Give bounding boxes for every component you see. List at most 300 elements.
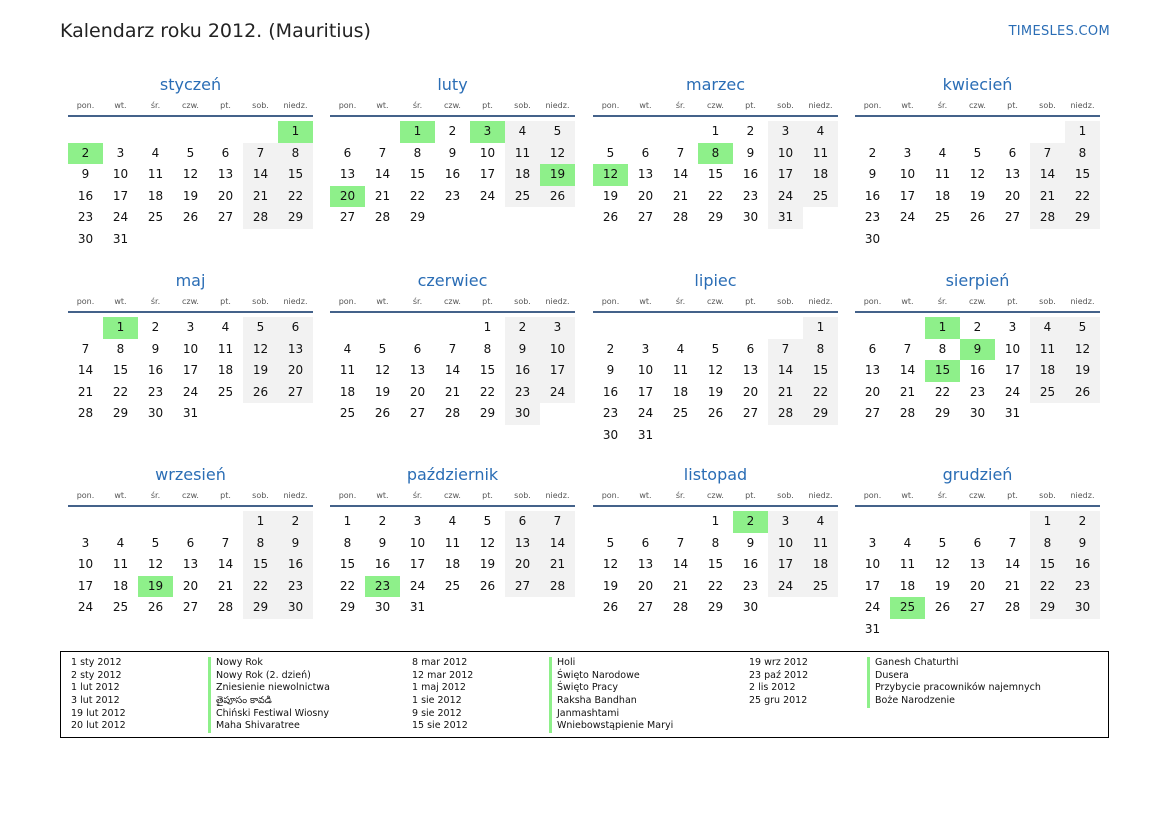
day-cell[interactable]: 14 [374,167,391,181]
day-cell[interactable]: 15 [803,360,838,382]
day-cell[interactable]: 25 [934,210,951,224]
day-cell[interactable]: 22 [934,384,951,399]
day-cell[interactable]: 14 [1030,164,1065,186]
day-cell[interactable]: 13 [182,557,199,571]
day-cell[interactable]: 10 [112,167,129,181]
day-cell[interactable]: 12 [540,143,575,165]
day-cell[interactable]: 14 [243,164,278,186]
day-cell[interactable]: 9 [378,535,387,550]
day-cell[interactable]: 31 [637,427,654,442]
day-cell[interactable]: 30 [864,231,881,246]
day-cell[interactable]: 1 [278,121,313,143]
day-cell[interactable]: 7 [1030,143,1065,165]
day-cell[interactable]: 3 [1008,320,1017,334]
day-cell[interactable]: 23 [505,382,540,404]
day-cell[interactable]: 15 [925,360,960,382]
day-cell[interactable]: 27 [217,210,234,224]
day-cell[interactable]: 25 [505,186,540,208]
day-cell[interactable]: 18 [803,554,838,576]
day-cell[interactable]: 31 [1004,406,1021,420]
day-cell[interactable]: 12 [934,557,951,571]
day-cell[interactable]: 27 [637,210,654,224]
day-cell[interactable]: 4 [938,145,947,160]
day-cell[interactable]: 31 [864,621,881,636]
day-cell[interactable]: 11 [444,535,461,550]
day-cell[interactable]: 6 [641,145,650,160]
day-cell[interactable]: 17 [1004,363,1021,377]
day-cell[interactable]: 10 [77,557,94,571]
day-cell[interactable]: 21 [243,186,278,208]
day-cell[interactable]: 24 [540,382,575,404]
day-cell[interactable]: 16 [742,557,759,571]
day-cell[interactable]: 4 [505,121,540,143]
day-cell[interactable]: 20 [637,188,654,203]
day-cell[interactable]: 5 [711,341,720,356]
day-cell[interactable]: 19 [707,384,724,399]
day-cell[interactable]: 7 [768,339,803,361]
day-cell[interactable]: 18 [803,164,838,186]
day-cell[interactable]: 23 [444,188,461,203]
day-cell[interactable]: 12 [602,557,619,571]
day-cell[interactable]: 14 [444,363,461,377]
day-cell[interactable]: 10 [479,145,496,160]
day-cell[interactable]: 2 [973,320,982,334]
day-cell[interactable]: 25 [803,186,838,208]
day-cell[interactable]: 3 [868,535,877,550]
day-cell[interactable]: 2 [378,514,387,528]
day-cell[interactable]: 28 [1030,207,1065,229]
day-cell[interactable]: 7 [243,143,278,165]
day-cell[interactable]: 26 [969,210,986,224]
day-cell[interactable]: 4 [343,341,352,356]
day-cell[interactable]: 16 [374,557,391,571]
day-cell[interactable]: 30 [1065,597,1100,619]
day-cell[interactable]: 25 [339,406,356,420]
day-cell[interactable]: 12 [1065,339,1100,361]
day-cell[interactable]: 5 [540,121,575,143]
day-cell[interactable]: 3 [540,317,575,339]
day-cell[interactable]: 8 [343,535,352,550]
day-cell[interactable]: 13 [339,167,356,181]
day-cell[interactable]: 22 [1065,186,1100,208]
day-cell[interactable]: 10 [864,557,881,571]
day-cell[interactable]: 22 [112,384,129,399]
day-cell[interactable]: 29 [803,403,838,425]
day-cell[interactable]: 9 [81,167,90,181]
day-cell[interactable]: 23 [147,384,164,399]
day-cell[interactable]: 19 [969,188,986,203]
day-cell[interactable]: 13 [969,557,986,571]
day-cell[interactable]: 19 [479,557,496,571]
day-cell[interactable]: 20 [217,188,234,203]
day-cell[interactable]: 28 [1004,600,1021,614]
day-cell[interactable]: 28 [672,210,689,224]
day-cell[interactable]: 15 [707,167,724,181]
day-cell[interactable]: 18 [672,384,689,399]
day-cell[interactable]: 25 [217,384,234,399]
day-cell[interactable]: 7 [81,341,90,356]
day-cell[interactable]: 10 [899,167,916,181]
day-cell[interactable]: 13 [637,167,654,181]
day-cell[interactable]: 3 [81,535,90,550]
day-cell[interactable]: 8 [278,143,313,165]
day-cell[interactable]: 3 [116,145,125,160]
day-cell[interactable]: 5 [243,317,278,339]
day-cell[interactable]: 8 [1030,533,1065,555]
day-cell[interactable]: 2 [151,320,160,334]
day-cell[interactable]: 18 [899,578,916,593]
day-cell[interactable]: 11 [803,533,838,555]
day-cell[interactable]: 12 [593,164,628,186]
day-cell[interactable]: 15 [1030,554,1065,576]
day-cell[interactable]: 23 [77,210,94,224]
day-cell[interactable]: 21 [899,384,916,399]
day-cell[interactable]: 27 [637,600,654,614]
day-cell[interactable]: 6 [278,317,313,339]
day-cell[interactable]: 9 [1065,533,1100,555]
day-cell[interactable]: 6 [186,535,195,550]
day-cell[interactable]: 13 [217,167,234,181]
day-cell[interactable]: 24 [768,186,803,208]
day-cell[interactable]: 26 [147,600,164,614]
day-cell[interactable]: 27 [742,406,759,420]
day-cell[interactable]: 5 [151,535,160,550]
day-cell[interactable]: 6 [1008,145,1017,160]
day-cell[interactable]: 3 [768,121,803,143]
day-cell[interactable]: 11 [147,167,164,181]
day-cell[interactable]: 13 [742,363,759,377]
day-cell[interactable]: 11 [1030,339,1065,361]
day-cell[interactable]: 19 [374,384,391,399]
day-cell[interactable]: 18 [934,188,951,203]
day-cell[interactable]: 3 [413,514,422,528]
day-cell[interactable]: 9 [606,363,615,377]
day-cell[interactable]: 5 [1065,317,1100,339]
day-cell[interactable]: 11 [112,557,129,571]
day-cell[interactable]: 9 [505,339,540,361]
day-cell[interactable]: 30 [374,600,391,614]
day-cell[interactable]: 16 [602,384,619,399]
day-cell[interactable]: 10 [540,339,575,361]
day-cell[interactable]: 15 [409,167,426,181]
day-cell[interactable]: 23 [1065,576,1100,598]
day-cell[interactable]: 13 [1004,167,1021,181]
day-cell[interactable]: 9 [278,533,313,555]
day-cell[interactable]: 30 [505,403,540,425]
day-cell[interactable]: 24 [182,384,199,399]
day-cell[interactable]: 25 [803,576,838,598]
day-cell[interactable]: 25 [444,578,461,593]
day-cell[interactable]: 9 [746,535,755,550]
day-cell[interactable]: 29 [934,406,951,420]
day-cell[interactable]: 4 [221,320,230,334]
day-cell[interactable]: 16 [1065,554,1100,576]
day-cell[interactable]: 10 [768,533,803,555]
day-cell[interactable]: 7 [448,341,457,356]
day-cell[interactable]: 16 [278,554,313,576]
day-cell[interactable]: 27 [969,600,986,614]
day-cell[interactable]: 13 [864,363,881,377]
day-cell[interactable]: 7 [221,535,230,550]
day-cell[interactable]: 26 [540,186,575,208]
day-cell[interactable]: 17 [540,360,575,382]
day-cell[interactable]: 29 [707,210,724,224]
day-cell[interactable]: 6 [505,511,540,533]
day-cell[interactable]: 28 [899,406,916,420]
day-cell[interactable]: 21 [672,578,689,593]
day-cell[interactable]: 22 [707,188,724,203]
day-cell[interactable]: 5 [606,535,615,550]
day-cell[interactable]: 7 [676,145,685,160]
day-cell[interactable]: 20 [864,384,881,399]
day-cell[interactable]: 3 [768,511,803,533]
day-cell[interactable]: 4 [803,121,838,143]
day-cell[interactable]: 8 [116,341,125,356]
day-cell[interactable]: 21 [374,188,391,203]
day-cell[interactable]: 24 [768,576,803,598]
day-cell[interactable]: 2 [746,124,755,138]
day-cell[interactable]: 13 [637,557,654,571]
day-cell[interactable]: 6 [413,341,422,356]
day-cell[interactable]: 7 [676,535,685,550]
day-cell[interactable]: 27 [1004,210,1021,224]
day-cell[interactable]: 22 [243,576,278,598]
day-cell[interactable]: 12 [969,167,986,181]
day-cell[interactable]: 16 [742,167,759,181]
day-cell[interactable]: 1 [711,124,720,138]
day-cell[interactable]: 11 [672,363,689,377]
day-cell[interactable]: 14 [672,557,689,571]
day-cell[interactable]: 8 [803,339,838,361]
day-cell[interactable]: 26 [182,210,199,224]
day-cell[interactable]: 9 [448,145,457,160]
day-cell[interactable]: 5 [938,535,947,550]
day-cell[interactable]: 7 [540,511,575,533]
day-cell[interactable]: 14 [540,533,575,555]
day-cell[interactable]: 20 [278,360,313,382]
day-cell[interactable]: 7 [1008,535,1017,550]
day-cell[interactable]: 26 [934,600,951,614]
day-cell[interactable]: 22 [409,188,426,203]
day-cell[interactable]: 29 [278,207,313,229]
day-cell[interactable]: 23 [742,578,759,593]
day-cell[interactable]: 17 [77,578,94,593]
day-cell[interactable]: 6 [641,535,650,550]
day-cell[interactable]: 4 [151,145,160,160]
day-cell[interactable]: 13 [409,363,426,377]
day-cell[interactable]: 2 [278,511,313,533]
day-cell[interactable]: 22 [479,384,496,399]
day-cell[interactable]: 13 [505,533,540,555]
day-cell[interactable]: 8 [1065,143,1100,165]
day-cell[interactable]: 21 [1030,186,1065,208]
day-cell[interactable]: 29 [1030,597,1065,619]
day-cell[interactable]: 21 [217,578,234,593]
day-cell[interactable]: 6 [221,145,230,160]
day-cell[interactable]: 23 [742,188,759,203]
day-cell[interactable]: 2 [606,341,615,356]
day-cell[interactable]: 1 [803,317,838,339]
day-cell[interactable]: 20 [969,578,986,593]
day-cell[interactable]: 2 [868,145,877,160]
day-cell[interactable]: 14 [1004,557,1021,571]
day-cell[interactable]: 8 [698,143,733,165]
day-cell[interactable]: 17 [409,557,426,571]
day-cell[interactable]: 17 [479,167,496,181]
day-cell[interactable]: 8 [483,341,492,356]
day-cell[interactable]: 24 [864,600,881,614]
day-cell[interactable]: 18 [505,164,540,186]
day-cell[interactable]: 8 [413,145,422,160]
day-cell[interactable]: 1 [1065,121,1100,143]
day-cell[interactable]: 22 [339,578,356,593]
day-cell[interactable]: 24 [409,578,426,593]
day-cell[interactable]: 1 [711,514,720,528]
day-cell[interactable]: 18 [1030,360,1065,382]
day-cell[interactable]: 3 [470,121,505,143]
day-cell[interactable]: 24 [479,188,496,203]
day-cell[interactable]: 26 [243,382,278,404]
day-cell[interactable]: 26 [374,406,391,420]
day-cell[interactable]: 29 [1065,207,1100,229]
day-cell[interactable]: 25 [112,600,129,614]
day-cell[interactable]: 25 [147,210,164,224]
day-cell[interactable]: 24 [77,600,94,614]
day-cell[interactable]: 28 [217,600,234,614]
day-cell[interactable]: 20 [409,384,426,399]
day-cell[interactable]: 6 [343,145,352,160]
day-cell[interactable]: 29 [243,597,278,619]
day-cell[interactable]: 11 [899,557,916,571]
day-cell[interactable]: 20 [505,554,540,576]
day-cell[interactable]: 10 [768,143,803,165]
day-cell[interactable]: 28 [672,600,689,614]
day-cell[interactable]: 15 [112,363,129,377]
day-cell[interactable]: 21 [540,554,575,576]
day-cell[interactable]: 11 [803,143,838,165]
day-cell[interactable]: 5 [606,145,615,160]
day-cell[interactable]: 11 [217,341,234,356]
day-cell[interactable]: 14 [672,167,689,181]
day-cell[interactable]: 17 [182,363,199,377]
day-cell[interactable]: 27 [278,382,313,404]
day-cell[interactable]: 27 [339,210,356,224]
site-link[interactable]: TIMESLES.COM [1008,24,1110,39]
day-cell[interactable]: 18 [217,363,234,377]
day-cell[interactable]: 17 [768,164,803,186]
day-cell[interactable]: 12 [707,363,724,377]
day-cell[interactable]: 15 [278,164,313,186]
day-cell[interactable]: 19 [138,576,173,598]
day-cell[interactable]: 30 [278,597,313,619]
day-cell[interactable]: 17 [637,384,654,399]
day-cell[interactable]: 28 [444,406,461,420]
day-cell[interactable]: 26 [602,210,619,224]
day-cell[interactable]: 21 [77,384,94,399]
day-cell[interactable]: 3 [903,145,912,160]
day-cell[interactable]: 2 [448,124,457,138]
day-cell[interactable]: 24 [899,210,916,224]
day-cell[interactable]: 3 [641,341,650,356]
day-cell[interactable]: 22 [803,382,838,404]
day-cell[interactable]: 12 [374,363,391,377]
day-cell[interactable]: 22 [1030,576,1065,598]
day-cell[interactable]: 8 [243,533,278,555]
day-cell[interactable]: 2 [1065,511,1100,533]
day-cell[interactable]: 24 [1004,384,1021,399]
day-cell[interactable]: 23 [365,576,400,598]
day-cell[interactable]: 9 [746,145,755,160]
day-cell[interactable]: 26 [1065,382,1100,404]
day-cell[interactable]: 10 [1004,341,1021,356]
day-cell[interactable]: 23 [864,210,881,224]
day-cell[interactable]: 4 [1030,317,1065,339]
day-cell[interactable]: 2 [733,511,768,533]
day-cell[interactable]: 21 [672,188,689,203]
day-cell[interactable]: 30 [147,406,164,420]
day-cell[interactable]: 11 [934,167,951,181]
day-cell[interactable]: 16 [505,360,540,382]
day-cell[interactable]: 1 [400,121,435,143]
day-cell[interactable]: 30 [742,210,759,224]
day-cell[interactable]: 17 [864,578,881,593]
day-cell[interactable]: 14 [77,363,94,377]
day-cell[interactable]: 29 [479,406,496,420]
day-cell[interactable]: 14 [899,363,916,377]
day-cell[interactable]: 15 [243,554,278,576]
day-cell[interactable]: 15 [339,557,356,571]
day-cell[interactable]: 7 [903,341,912,356]
day-cell[interactable]: 19 [602,188,619,203]
day-cell[interactable]: 22 [707,578,724,593]
day-cell[interactable]: 30 [602,427,619,442]
day-cell[interactable]: 28 [540,576,575,598]
day-cell[interactable]: 31 [112,231,129,246]
day-cell[interactable]: 28 [768,403,803,425]
day-cell[interactable]: 2 [505,317,540,339]
day-cell[interactable]: 20 [1004,188,1021,203]
day-cell[interactable]: 1 [243,511,278,533]
day-cell[interactable]: 20 [637,578,654,593]
day-cell[interactable]: 23 [278,576,313,598]
day-cell[interactable]: 18 [339,384,356,399]
day-cell[interactable]: 5 [483,514,492,528]
day-cell[interactable]: 8 [938,341,947,356]
day-cell[interactable]: 31 [768,207,803,229]
day-cell[interactable]: 16 [147,363,164,377]
day-cell[interactable]: 26 [602,600,619,614]
day-cell[interactable]: 18 [147,188,164,203]
day-cell[interactable]: 9 [151,341,160,356]
day-cell[interactable]: 2 [68,143,103,165]
day-cell[interactable]: 11 [505,143,540,165]
day-cell[interactable]: 4 [448,514,457,528]
day-cell[interactable]: 19 [182,188,199,203]
day-cell[interactable]: 10 [182,341,199,356]
day-cell[interactable]: 12 [243,339,278,361]
day-cell[interactable]: 1 [483,320,492,334]
day-cell[interactable]: 16 [444,167,461,181]
day-cell[interactable]: 29 [409,210,426,224]
day-cell[interactable]: 17 [112,188,129,203]
day-cell[interactable]: 8 [711,535,720,550]
day-cell[interactable]: 5 [973,145,982,160]
day-cell[interactable]: 16 [77,188,94,203]
day-cell[interactable]: 17 [899,188,916,203]
day-cell[interactable]: 10 [637,363,654,377]
day-cell[interactable]: 28 [77,406,94,420]
day-cell[interactable]: 14 [217,557,234,571]
